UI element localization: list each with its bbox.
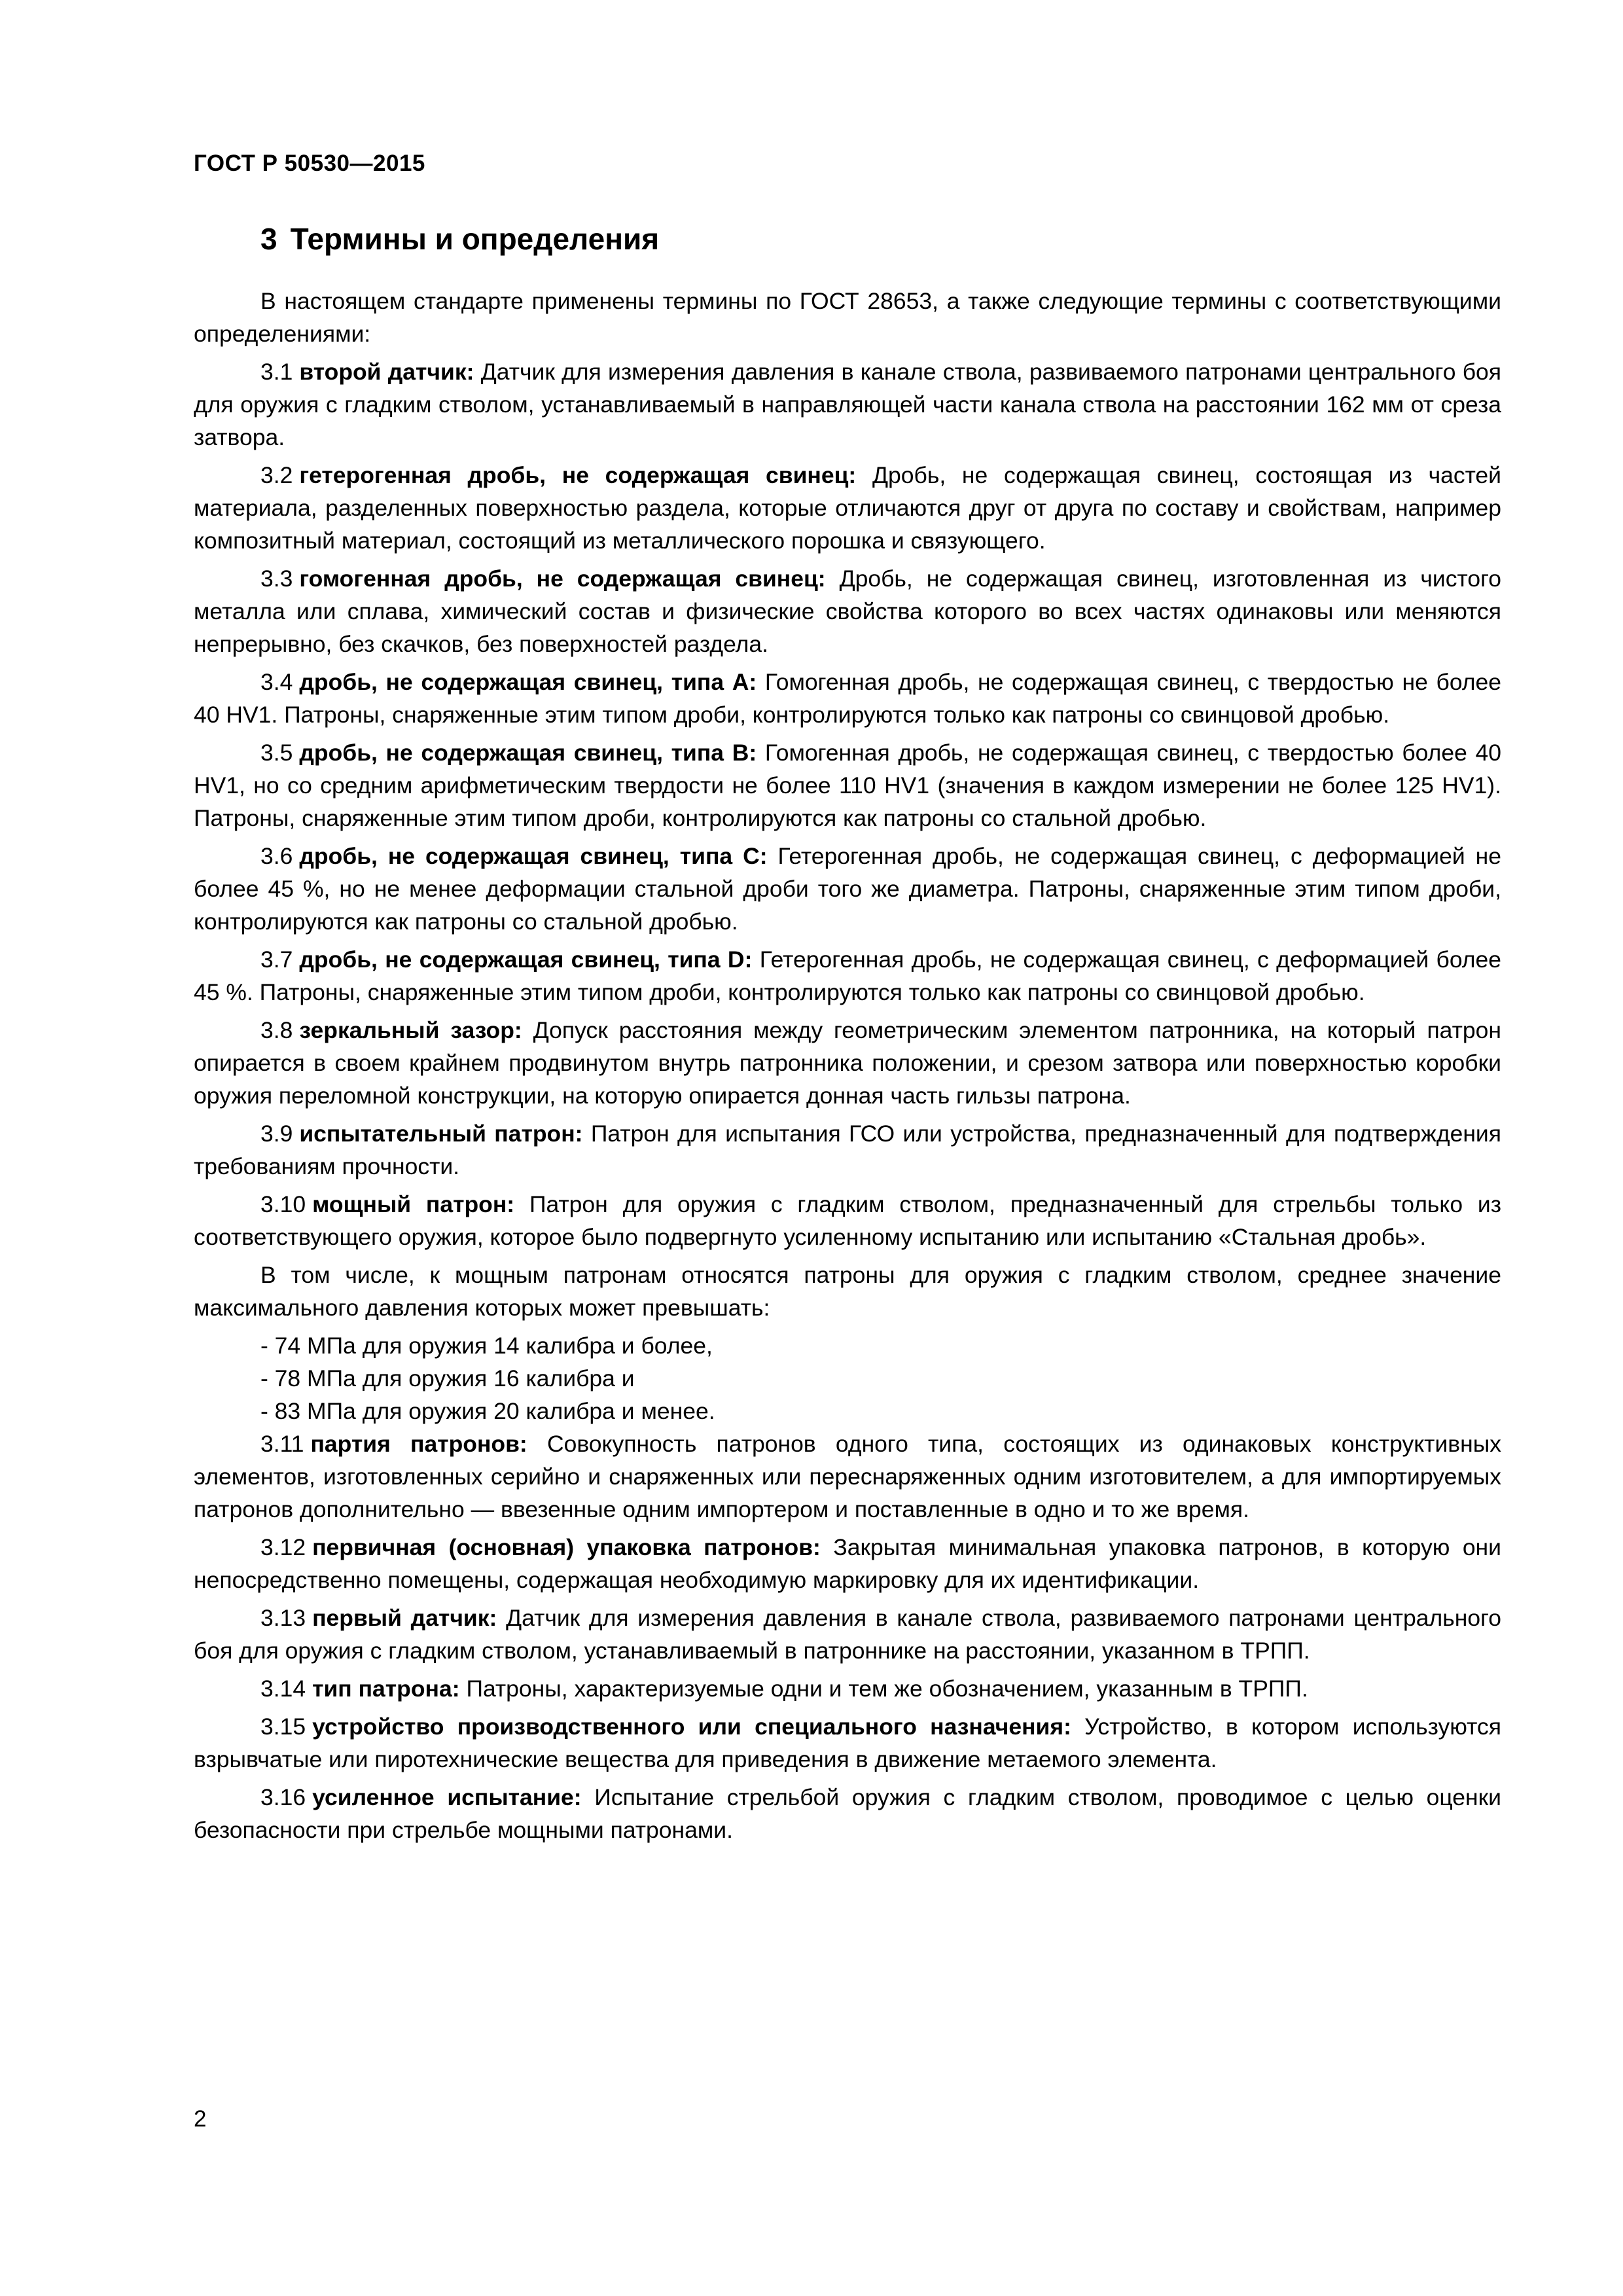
term-definition: Гомогенная дробь, не содержащая свинец, с твердостью не более 40 HV1. Патроны, снаряженные этим типом дроби, контролируются только как патроны со свинцовой дробью. <box>194 669 1501 728</box>
term-definition: Совокупность патронов одного типа, состоящих из одинаковых конструктивных элементов, изготовленных серийно и снаряженных или переснаряженных одним изготовителем, а для импортируемых патронов дополнительно — ввезенные одним импортером и поставленные в одно и то же время. <box>194 1431 1502 1522</box>
term-name: гетерогенная дробь, не содержащая свинец: <box>299 462 857 488</box>
term-entry <box>194 1672 1501 1705</box>
term-number: 3.11 <box>260 1431 304 1457</box>
term-number: 3.13 <box>260 1605 306 1631</box>
term-name: усиленное испытание: <box>312 1784 582 1810</box>
term-number: 3.16 <box>260 1784 306 1810</box>
powerful-note-paragraph: В том числе, к мощным патронам относятся патроны для оружия с гладким стволом, среднее значение максимального давления которых может превышать: <box>194 1262 1501 1321</box>
term-number: 3.15 <box>260 1713 306 1740</box>
pressure-list-item: - 78 МПа для оружия 16 калибра и <box>260 1365 635 1391</box>
pressure-list-item: - 83 МПа для оружия 20 калибра и менее. <box>260 1398 715 1424</box>
term-name: устройство производственного или специального назначения: <box>312 1713 1071 1740</box>
term-number: 3.9 <box>260 1121 293 1147</box>
term-definition: Испытание стрельбой оружия с гладким стволом, проводимое с целью оценки безопасности при стрельбе мощными патронами. <box>194 1784 1502 1843</box>
term-name: гомогенная дробь, не содержащая свинец: <box>299 565 826 592</box>
term-number: 3.5 <box>260 740 293 766</box>
term-entry <box>194 1602 1501 1667</box>
term-name: зеркальный зазор: <box>299 1017 522 1043</box>
term-entry <box>194 1781 1501 1846</box>
term-number: 3.4 <box>260 669 293 695</box>
intro-paragraph: В настоящем стандарте применены термины по ГОСТ 28653, а также следующие термины с соответствующими определениями: <box>194 288 1501 347</box>
term-entry <box>194 666 1501 731</box>
document-code: ГОСТ Р 50530—2015 <box>194 151 425 176</box>
term-definition: Датчик для измерения давления в канале ствола, развиваемого патронами центрального боя для оружия с гладким стволом, устанавливаемый в направляющей части канала ствола на расстоянии 162 мм от среза затвора. <box>194 359 1501 450</box>
term-number: 3.6 <box>260 843 293 869</box>
pressure-list-item: - 74 МПа для оружия 14 калибра и более, <box>260 1333 713 1359</box>
terms-list-continued <box>194 1427 1501 1846</box>
term-definition: Дробь, не содержащая свинец, изготовленная из чистого металла или сплава, химический состав и физические свойства которого во всех частях одинаковы или меняются непрерывно, без скачков, без поверхностей раздела. <box>194 565 1501 657</box>
term-name: первый датчик: <box>312 1605 497 1631</box>
term-entry <box>194 1188 1501 1253</box>
document-body <box>194 285 1501 1852</box>
term-number: 3.7 <box>260 946 293 973</box>
page-number: 2 <box>194 2106 207 2132</box>
term-number: 3.1 <box>260 359 293 385</box>
term-definition: Патрон для оружия с гладким стволом, предназначенный для стрельбы только из соответствующего оружия, которое было подвергнуто усиленному испытанию или испытанию «Стальная дробь». <box>194 1191 1501 1250</box>
term-entry <box>194 943 1501 1009</box>
term-definition: Устройство, в котором используются взрывчатые или пиротехнические вещества для приведения в движение метаемого элемента. <box>194 1713 1501 1772</box>
term-number: 3.2 <box>260 462 293 488</box>
term-name: дробь, не содержащая свинец, типа D: <box>299 946 753 973</box>
term-entry <box>194 1710 1501 1776</box>
term-definition: Гетерогенная дробь, не содержащая свинец, с деформацией более 45 %. Патроны, снаряженные этим типом дроби, контролируются только как патроны со свинцовой дробью. <box>194 946 1502 1005</box>
term-entry <box>194 1014 1501 1112</box>
term-entry <box>194 1117 1501 1183</box>
term-definition: Гомогенная дробь, не содержащая свинец, с твердостью более 40 HV1, но со средним арифметическим твердости не более 110 HV1 (значения в каждом измерении не более 125 HV1). Патроны, снаряженные этим типом дроби, контролируются как патроны со стальной дробью. <box>194 740 1501 831</box>
term-definition: Допуск расстояния между геометрическим элементом патронника, на который патрон опирается в своем крайнем продвинутом внутрь патронника положении, и срезом затвора или поверхностью коробки оружия переломной конструкции, на которую опирается донная часть гильзы патрона. <box>194 1017 1502 1109</box>
term-name: тип патрона: <box>312 1676 460 1702</box>
term-definition: Датчик для измерения давления в канале ствола, развиваемого патронами центрального боя для оружия с гладким стволом, устанавливаемый в патроннике на расстоянии, указанном в ТРПП. <box>194 1605 1501 1664</box>
term-name: партия патронов: <box>310 1431 527 1457</box>
term-name: дробь, не содержащая свинец, типа В: <box>299 740 757 766</box>
term-number: 3.14 <box>260 1676 306 1702</box>
term-name: испытательный патрон: <box>299 1121 583 1147</box>
terms-list <box>194 355 1501 1253</box>
term-definition: Закрытая минимальная упаковка патронов, в которую они непосредственно помещены, содержащая необходимую маркировку для их идентификации. <box>194 1534 1501 1593</box>
section-title: Термины и определения <box>290 222 660 256</box>
term-name: второй датчик: <box>299 359 474 385</box>
term-name: мощный патрон: <box>312 1191 515 1217</box>
term-definition: Гетерогенная дробь, не содержащая свинец, с деформацией не более 45 %, но не менее деформации стальной дроби того же диаметра. Патроны, снаряженные этим типом дроби, контролируются как патроны со стальной дробью. <box>194 843 1501 935</box>
term-definition: Патрон для испытания ГСО или устройства, предназначенный для подтверждения требованиям прочности. <box>194 1121 1501 1179</box>
term-number: 3.3 <box>260 565 293 592</box>
term-name: дробь, не содержащая свинец, типа С: <box>299 843 768 869</box>
term-number: 3.8 <box>260 1017 293 1043</box>
term-name: первичная (основная) упаковка патронов: <box>312 1534 821 1560</box>
term-definition: Патроны, характеризуемые одни и тем же обозначением, указанным в ТРПП. <box>466 1676 1308 1702</box>
term-entry <box>194 736 1501 834</box>
section-heading <box>260 221 659 257</box>
term-entry <box>194 1427 1501 1526</box>
term-name: дробь, не содержащая свинец, типа А: <box>299 669 757 695</box>
term-number: 3.12 <box>260 1534 306 1560</box>
term-entry <box>194 1531 1501 1596</box>
term-entry <box>194 355 1501 454</box>
term-entry <box>194 840 1501 938</box>
term-entry <box>194 459 1501 557</box>
term-number: 3.10 <box>260 1191 306 1217</box>
pressure-list <box>194 1329 1501 1427</box>
term-definition: Дробь, не содержащая свинец, состоящая из частей материала, разделенных поверхностью раздела, которые отличаются друг от друга по составу и свойствам, например композитный материал, состоящий из металлического порошка и связующего. <box>194 462 1502 554</box>
section-number: 3 <box>260 222 277 256</box>
term-entry <box>194 562 1501 660</box>
